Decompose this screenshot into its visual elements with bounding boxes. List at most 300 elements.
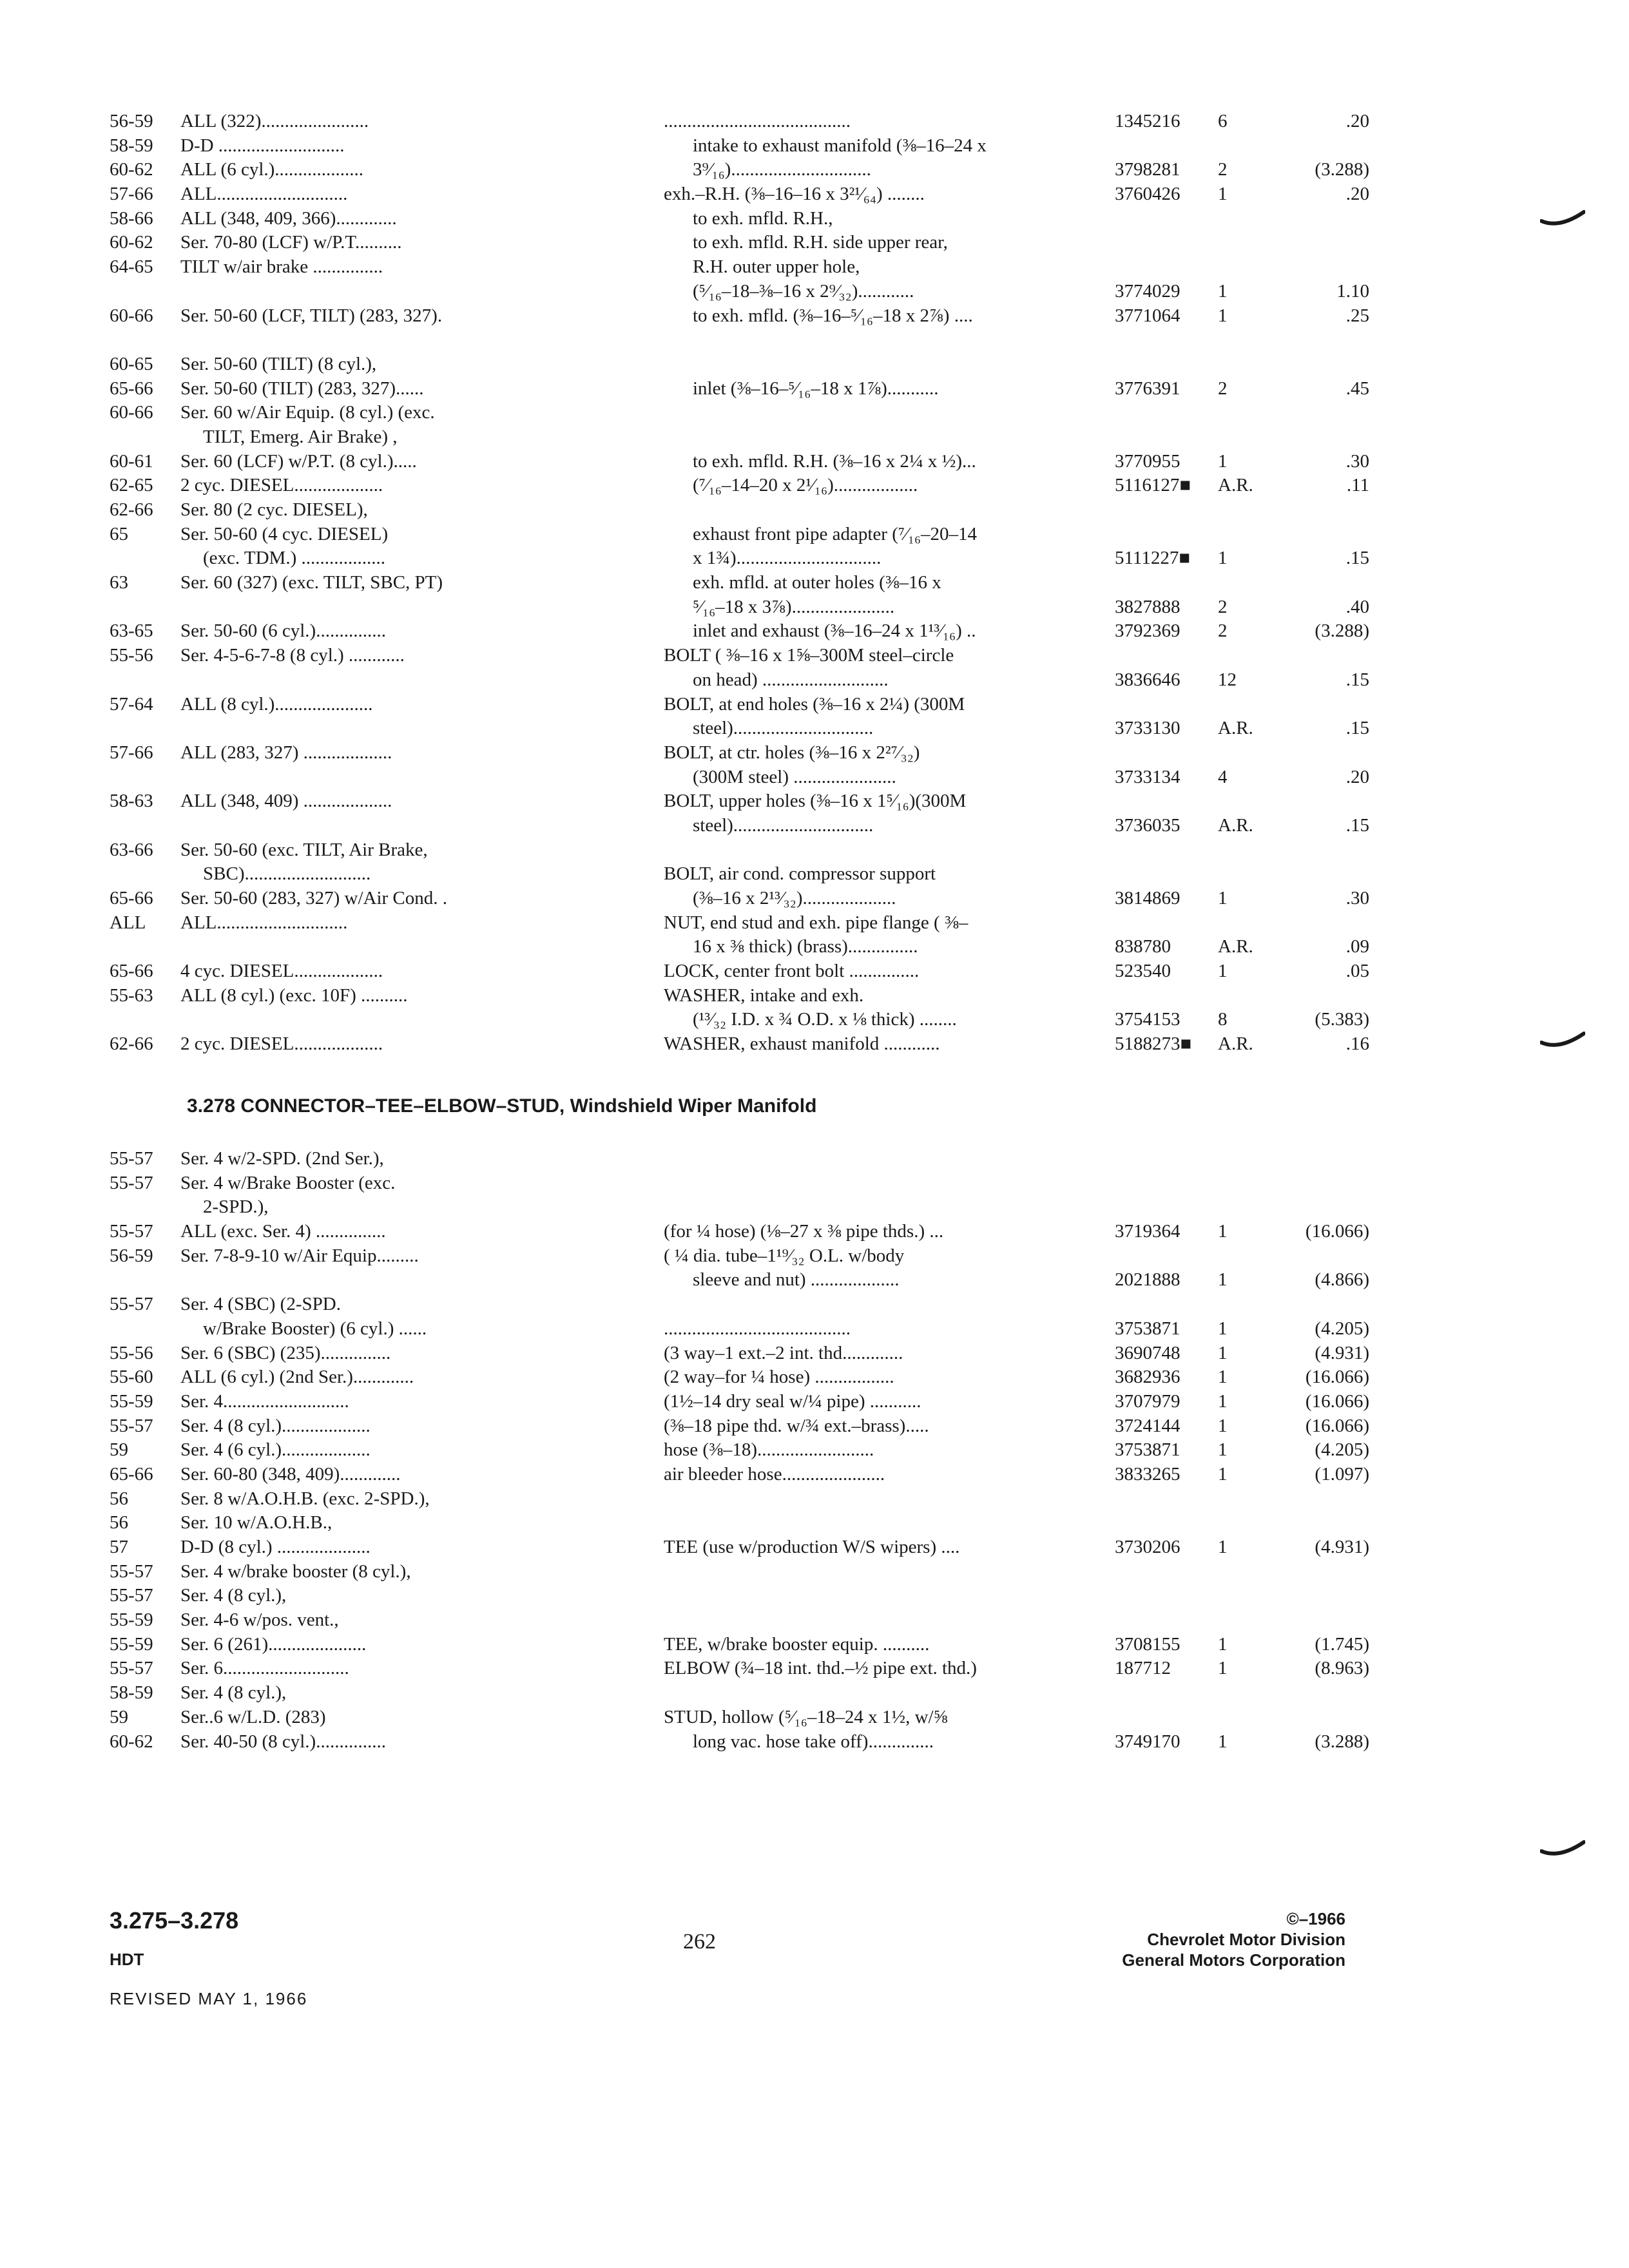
group-or-price: (16.066) xyxy=(1305,1415,1369,1436)
model-years: 55-59 xyxy=(110,1610,153,1631)
model-years: 64-65 xyxy=(110,256,153,278)
application: ALL (348, 409) ................... xyxy=(180,791,392,812)
table-row xyxy=(110,377,1369,401)
table-row xyxy=(110,1706,1366,1730)
footer-copyright: ©–1966 xyxy=(1286,1909,1345,1928)
application: ALL (8 cyl.) (exc. 10F) .......... xyxy=(180,985,408,1006)
quantity: A.R. xyxy=(1218,936,1253,957)
part-number: 838780 xyxy=(1115,936,1171,957)
description: 3⁹⁄₁₆).............................. xyxy=(693,159,871,180)
quantity: 1 xyxy=(1218,1537,1228,1557)
model-years: 55-59 xyxy=(110,1390,153,1412)
table-row xyxy=(110,619,1369,644)
application: Ser. 60 (LCF) w/P.T. (8 cyl.)..... xyxy=(180,450,417,472)
table-row xyxy=(110,1535,1369,1560)
quantity: 1 xyxy=(1218,1439,1228,1461)
group-or-price: (1.097) xyxy=(1315,1463,1369,1485)
application: w/Brake Booster) (6 cyl.) ...... xyxy=(203,1318,427,1339)
model-years: 65 xyxy=(110,523,128,544)
quantity: 2 xyxy=(1218,596,1228,617)
description: (for ¼ hose) (⅛–27 x ⅜ pipe thds.) ... xyxy=(664,1221,944,1242)
quantity: 2 xyxy=(1218,378,1228,399)
part-number: 3792369 xyxy=(1115,620,1181,642)
model-years: 55-57 xyxy=(110,1415,153,1436)
table-row xyxy=(110,1438,1369,1463)
table-row xyxy=(110,814,1369,838)
section-subtitle: Windshield Wiper Manifold xyxy=(570,1095,817,1117)
application: Ser. 4 w/Brake Booster (exc. xyxy=(180,1172,396,1193)
application: Ser. 50-60 (6 cyl.)............... xyxy=(180,620,386,642)
table-row xyxy=(110,911,1366,936)
group-or-price: (3.288) xyxy=(1315,159,1369,180)
table-row xyxy=(110,693,1366,717)
application: Ser. 50-60 (TILT) (283, 327)...... xyxy=(180,378,424,399)
quantity: 2 xyxy=(1218,159,1228,180)
description: (⁵⁄₁₆–18–⅜–16 x 2⁹⁄₃₂)............ xyxy=(693,280,914,302)
group-or-price: 1.10 xyxy=(1336,280,1369,302)
table-row xyxy=(110,1390,1369,1414)
description: steel).............................. xyxy=(693,814,874,836)
quantity: 1 xyxy=(1218,548,1228,569)
model-years: 55-57 xyxy=(110,1561,153,1582)
model-years: 55-57 xyxy=(110,1585,153,1606)
quantity: 6 xyxy=(1218,111,1228,131)
table-row xyxy=(110,110,1369,134)
table-row xyxy=(110,1220,1369,1244)
group-or-price: (4.931) xyxy=(1315,1342,1369,1363)
table-row xyxy=(110,401,1366,425)
description: (3 way–1 ext.–2 int. thd............. xyxy=(664,1342,903,1363)
model-years: 59 xyxy=(110,1439,128,1461)
group-or-price: (4.205) xyxy=(1315,1318,1369,1339)
model-years: 55-57 xyxy=(110,1294,153,1315)
description: (2 way–for ¼ hose) ................. xyxy=(664,1367,894,1388)
application: Ser. 4 (SBC) (2-SPD. xyxy=(180,1294,341,1315)
model-years: 63 xyxy=(110,572,128,593)
group-or-price: .20 xyxy=(1345,766,1369,787)
table-row xyxy=(110,255,1366,280)
application: Ser. 4 (8 cyl.), xyxy=(180,1585,287,1606)
part-number: 3833265 xyxy=(1115,1463,1181,1485)
quantity: 1 xyxy=(1218,1633,1228,1655)
section-title: CONNECTOR–TEE–ELBOW–STUD, xyxy=(240,1095,565,1117)
model-years: 58-59 xyxy=(110,135,153,156)
application: Ser. 4........................... xyxy=(180,1390,349,1412)
group-or-price: .30 xyxy=(1345,888,1369,908)
model-years: 55-56 xyxy=(110,1342,153,1363)
table-row xyxy=(110,595,1369,620)
parts-table-section-1 xyxy=(110,110,1369,1057)
description: BOLT, at end holes (⅜–16 x 2¼) (300M xyxy=(664,693,965,715)
description: BOLT, upper holes (⅜–16 x 1⁵⁄₁₆)(300M xyxy=(664,791,967,812)
model-years: 55-63 xyxy=(110,985,153,1006)
model-years: 56 xyxy=(110,1488,128,1509)
description: long vac. hose take off).............. xyxy=(693,1731,934,1752)
group-or-price: .20 xyxy=(1345,111,1369,131)
part-number: 3724144 xyxy=(1115,1415,1181,1436)
part-number: 3836646 xyxy=(1115,669,1181,690)
description: to exh. mfld. (⅜–16–⁵⁄₁₆–18 x 2⅞) .... xyxy=(693,305,973,326)
description: (300M steel) ...................... xyxy=(693,766,896,787)
part-number: 3749170 xyxy=(1115,1731,1181,1752)
table-row xyxy=(110,352,1366,377)
description: intake to exhaust manifold (⅜–16–24 x xyxy=(693,135,987,156)
model-years: 60-66 xyxy=(110,305,153,326)
page-number: 262 xyxy=(683,1930,716,1954)
table-row xyxy=(110,1414,1369,1439)
table-row xyxy=(110,498,1366,523)
description: steel).............................. xyxy=(693,718,874,739)
footer-section-range: 3.275–3.278 xyxy=(110,1907,239,1934)
model-years: 63-66 xyxy=(110,839,153,860)
table-row xyxy=(110,1681,1366,1706)
table-row xyxy=(110,862,1366,887)
table-row xyxy=(110,304,1369,329)
description: ........................................ xyxy=(664,1318,851,1339)
application: ALL (283, 327) ................... xyxy=(180,742,392,763)
model-years: 60-62 xyxy=(110,159,153,180)
model-years: 65-66 xyxy=(110,1463,153,1485)
table-row xyxy=(110,789,1366,814)
model-years: 60-62 xyxy=(110,232,153,253)
group-or-price: (16.066) xyxy=(1305,1390,1369,1412)
table-row xyxy=(110,280,1369,304)
description: hose (⅜–18)......................... xyxy=(664,1439,874,1461)
quantity: 1 xyxy=(1218,1221,1228,1242)
model-years: 56-59 xyxy=(110,1245,153,1266)
application: ALL (6 cyl.) (2nd Ser.)............. xyxy=(180,1367,414,1388)
application: ALL (322)....................... xyxy=(180,111,369,131)
group-or-price: .15 xyxy=(1345,814,1369,836)
table-row xyxy=(110,571,1366,595)
application: Ser. 4 (6 cyl.)................... xyxy=(180,1439,371,1461)
description: ELBOW (¾–18 int. thd.–½ pipe ext. thd.) xyxy=(664,1658,977,1679)
model-years: 57-64 xyxy=(110,693,153,715)
description: exh. mfld. at outer holes (⅜–16 x xyxy=(693,572,941,593)
application: (exc. TDM.) .................. xyxy=(203,548,385,569)
application: Ser. 4 (8 cyl.)................... xyxy=(180,1415,371,1436)
part-number: 523540 xyxy=(1115,961,1171,982)
description: NUT, end stud and exh. pipe flange ( ⅜– xyxy=(664,912,969,933)
application: 4 cyc. DIESEL................... xyxy=(180,961,383,982)
table-row xyxy=(110,1608,1366,1633)
application: ALL (exc. Ser. 4) ............... xyxy=(180,1221,386,1242)
quantity: 1 xyxy=(1218,1415,1228,1436)
application: TILT, Emerg. Air Brake) , xyxy=(203,426,398,447)
group-or-price: (4.205) xyxy=(1315,1439,1369,1461)
table-row xyxy=(110,450,1369,474)
footer-hdt: HDT xyxy=(110,1950,144,1969)
model-years: 55-60 xyxy=(110,1367,153,1388)
application: Ser. 6........................... xyxy=(180,1658,349,1679)
footer-right xyxy=(1122,1908,1345,1970)
table-row xyxy=(110,1341,1369,1366)
part-number: 2021888 xyxy=(1115,1269,1181,1291)
part-number: 3690748 xyxy=(1115,1342,1181,1363)
part-number: 1345216 xyxy=(1115,111,1181,131)
part-number: 187712 xyxy=(1115,1658,1171,1679)
description: air bleeder hose...................... xyxy=(664,1463,885,1485)
footer-corporation: General Motors Corporation xyxy=(1122,1950,1345,1970)
part-number: 3682936 xyxy=(1115,1367,1181,1388)
model-years: 57 xyxy=(110,1537,128,1557)
table-row xyxy=(110,474,1369,498)
model-years: 58-59 xyxy=(110,1682,153,1704)
table-row xyxy=(110,1147,1366,1171)
model-years: 55-57 xyxy=(110,1148,153,1169)
description: BOLT, air cond. compressor support xyxy=(664,863,936,885)
application: Ser. 50-60 (LCF, TILT) (283, 327). xyxy=(180,305,443,326)
quantity: 1 xyxy=(1218,1342,1228,1363)
application: Ser. 70-80 (LCF) w/P.T.......... xyxy=(180,232,402,253)
part-number: 3736035 xyxy=(1115,814,1181,836)
model-years: 55-56 xyxy=(110,645,153,666)
application: Ser. 50-60 (283, 327) w/Air Cond. . xyxy=(180,888,448,908)
model-years: 55-59 xyxy=(110,1633,153,1655)
table-row xyxy=(110,182,1369,207)
quantity: 1 xyxy=(1218,1658,1228,1679)
group-or-price: .20 xyxy=(1345,184,1369,205)
table-row xyxy=(110,1244,1366,1269)
part-number: 3733130 xyxy=(1115,718,1181,739)
table-row xyxy=(110,1268,1369,1293)
application: Ser. 50-60 (TILT) (8 cyl.), xyxy=(180,353,377,374)
table-row xyxy=(110,1195,1366,1220)
application: Ser. 10 w/A.O.H.B., xyxy=(180,1512,333,1533)
footer-left xyxy=(110,1907,307,2009)
table-row xyxy=(110,1633,1369,1657)
application: D-D ........................... xyxy=(180,135,345,156)
application: Ser. 4 w/2-SPD. (2nd Ser.), xyxy=(180,1148,384,1169)
group-or-price: .11 xyxy=(1346,475,1369,496)
application: Ser. 4-6 w/pos. vent., xyxy=(180,1610,339,1631)
group-or-price: .25 xyxy=(1345,305,1369,326)
check-mark-icon xyxy=(1540,1031,1585,1050)
group-or-price: (1.745) xyxy=(1315,1633,1369,1655)
application: ALL............................ xyxy=(180,912,348,933)
description: BOLT, at ctr. holes (⅜–16 x 2²⁷⁄₃₂) xyxy=(664,742,920,763)
part-number: 3770955 xyxy=(1115,450,1181,472)
application: Ser. 4 (8 cyl.), xyxy=(180,1682,287,1704)
model-years: 62-66 xyxy=(110,499,153,520)
table-row xyxy=(110,1584,1366,1608)
section-number: 3.278 xyxy=(187,1095,236,1117)
description: x 1¾)............................... xyxy=(693,548,882,569)
application: Ser. 7-8-9-10 w/Air Equip......... xyxy=(180,1245,419,1266)
quantity: 8 xyxy=(1218,1009,1228,1030)
application: Ser. 60-80 (348, 409)............. xyxy=(180,1463,401,1485)
description: WASHER, intake and exh. xyxy=(664,985,864,1006)
model-years: 55-57 xyxy=(110,1172,153,1193)
model-years: 56 xyxy=(110,1512,128,1533)
model-years: 65-66 xyxy=(110,961,153,982)
description: exh.–R.H. (⅜–16–16 x 3²¹⁄₆₄) ........ xyxy=(664,184,925,205)
group-or-price: .15 xyxy=(1345,669,1369,690)
application: Ser. 6 (SBC) (235)............... xyxy=(180,1342,391,1363)
table-row xyxy=(110,765,1369,790)
quantity: A.R. xyxy=(1218,718,1253,739)
quantity: 1 xyxy=(1218,280,1228,302)
table-row xyxy=(110,741,1366,765)
part-number: 3753871 xyxy=(1115,1318,1181,1339)
application: Ser. 4-5-6-7-8 (8 cyl.) ............ xyxy=(180,645,405,666)
model-years: 56-59 xyxy=(110,111,153,131)
application: 2-SPD.), xyxy=(203,1196,269,1218)
model-years: 60-61 xyxy=(110,450,153,472)
group-or-price: .15 xyxy=(1345,548,1369,569)
table-row xyxy=(110,134,1366,159)
application: ALL (348, 409, 366)............. xyxy=(180,207,397,229)
group-or-price: (16.066) xyxy=(1305,1221,1369,1242)
application: 2 cyc. DIESEL................... xyxy=(180,475,383,496)
description: (⅜–18 pipe thd. w/¾ ext.–brass)..... xyxy=(664,1415,929,1436)
application: Ser. 6 (261)..................... xyxy=(180,1633,367,1655)
table-row xyxy=(110,231,1366,255)
model-years: 62-65 xyxy=(110,475,153,496)
quantity: 1 xyxy=(1218,1318,1228,1339)
model-years: 59 xyxy=(110,1706,128,1727)
application: Ser..6 w/L.D. (283) xyxy=(180,1706,326,1727)
group-or-price: (16.066) xyxy=(1305,1367,1369,1388)
section-heading xyxy=(187,1095,816,1117)
description: WASHER, exhaust manifold ............ xyxy=(664,1033,940,1055)
application: SBC)........................... xyxy=(203,863,371,885)
part-number: 5111227■ xyxy=(1115,548,1190,569)
application: Ser. 40-50 (8 cyl.)............... xyxy=(180,1731,386,1752)
model-years: 58-66 xyxy=(110,207,153,229)
description: (1½–14 dry seal w/¼ pipe) ........... xyxy=(664,1390,921,1412)
table-row xyxy=(110,1032,1369,1057)
table-row xyxy=(110,1730,1369,1754)
quantity: 1 xyxy=(1218,1463,1228,1485)
application: Ser. 4 w/brake booster (8 cyl.), xyxy=(180,1561,411,1582)
table-row xyxy=(110,1463,1369,1487)
application: Ser. 8 w/A.O.H.B. (exc. 2-SPD.), xyxy=(180,1488,430,1509)
part-number: 3707979 xyxy=(1115,1390,1181,1412)
quantity: 1 xyxy=(1218,1731,1228,1752)
table-row xyxy=(110,523,1366,547)
model-years: 58-63 xyxy=(110,791,153,812)
description: 16 x ⅜ thick) (brass)............... xyxy=(693,936,918,957)
quantity: 1 xyxy=(1218,1269,1228,1291)
group-or-price: .05 xyxy=(1345,961,1369,982)
part-number: 3730206 xyxy=(1115,1537,1181,1557)
description: (⁷⁄₁₆–14–20 x 2¹⁄₁₆).................. xyxy=(693,475,918,496)
table-row xyxy=(110,644,1366,668)
footer-division: Chevrolet Motor Division xyxy=(1147,1930,1345,1949)
description: ⁵⁄₁₆–18 x 3⅞)...................... xyxy=(693,596,895,617)
group-or-price: (5.383) xyxy=(1315,1009,1369,1030)
quantity: A.R. xyxy=(1218,814,1253,836)
group-or-price: (4.866) xyxy=(1315,1269,1369,1291)
part-number: 3776391 xyxy=(1115,378,1181,399)
description: on head) ........................... xyxy=(693,669,889,690)
description: inlet (⅜–16–⁵⁄₁₆–18 x 1⅞)........... xyxy=(693,378,939,399)
model-years: 55-57 xyxy=(110,1221,153,1242)
description: ........................................ xyxy=(664,111,851,131)
quantity: 2 xyxy=(1218,620,1228,642)
quantity: A.R. xyxy=(1218,475,1253,496)
table-row xyxy=(110,1317,1369,1341)
description: (⅜–16 x 2¹³⁄₃₂).................... xyxy=(693,888,896,908)
model-years: 65-66 xyxy=(110,888,153,908)
quantity: 1 xyxy=(1218,1390,1228,1412)
table-row xyxy=(110,1487,1366,1512)
model-years: ALL xyxy=(110,912,146,933)
model-years: 63-65 xyxy=(110,620,153,642)
description: (¹³⁄₃₂ I.D. x ¾ O.D. x ⅛ thick) ........ xyxy=(693,1009,957,1030)
part-number: 3774029 xyxy=(1115,280,1181,302)
quantity: 1 xyxy=(1218,961,1228,982)
group-or-price: .09 xyxy=(1345,936,1369,957)
application: ALL (8 cyl.)..................... xyxy=(180,693,373,715)
application: Ser. 60 (327) (exc. TILT, SBC, PT) xyxy=(180,572,443,593)
table-row xyxy=(110,668,1369,693)
description: STUD, hollow (⁵⁄₁₆–18–24 x 1½, w/⅝ xyxy=(664,1706,948,1727)
description: to exh. mfld. R.H. (⅜–16 x 2¼ x ½)... xyxy=(693,450,976,472)
table-row xyxy=(110,935,1369,959)
application: Ser. 50-60 (4 cyc. DIESEL) xyxy=(180,523,389,544)
table-row xyxy=(110,959,1369,984)
table-row xyxy=(110,1293,1366,1317)
part-number: 3708155 xyxy=(1115,1633,1181,1655)
model-years: 60-66 xyxy=(110,402,153,423)
table-row xyxy=(110,984,1366,1008)
part-number: 3760426 xyxy=(1115,184,1181,205)
table-row xyxy=(110,1365,1369,1390)
quantity: 1 xyxy=(1218,450,1228,472)
model-years: 55-57 xyxy=(110,1658,153,1679)
quantity: 12 xyxy=(1218,669,1237,690)
model-years: 60-62 xyxy=(110,1731,153,1752)
table-row xyxy=(110,425,1366,450)
application: D-D (8 cyl.) .................... xyxy=(180,1537,371,1557)
application: Ser. 60 w/Air Equip. (8 cyl.) (exc. xyxy=(180,402,435,423)
group-or-price: .30 xyxy=(1345,450,1369,472)
description: BOLT ( ⅜–16 x 1⅝–300M steel–circle xyxy=(664,645,954,666)
table-row xyxy=(110,716,1369,741)
part-number: 3719364 xyxy=(1115,1221,1181,1242)
group-or-price: .16 xyxy=(1345,1033,1369,1055)
application: ALL (6 cyl.)................... xyxy=(180,159,364,180)
description: to exh. mfld. R.H., xyxy=(693,207,833,229)
table-row xyxy=(110,1560,1366,1584)
model-years: 57-66 xyxy=(110,742,153,763)
group-or-price: (4.931) xyxy=(1315,1537,1369,1557)
model-years: 62-66 xyxy=(110,1033,153,1055)
table-row xyxy=(110,1008,1369,1032)
group-or-price: (3.288) xyxy=(1315,1731,1369,1752)
table-row xyxy=(110,838,1366,863)
row-gap xyxy=(110,328,1366,352)
application: 2 cyc. DIESEL................... xyxy=(180,1033,383,1055)
part-number: 3771064 xyxy=(1115,305,1181,326)
quantity: 1 xyxy=(1218,888,1228,908)
model-years: 65-66 xyxy=(110,378,153,399)
group-or-price: .15 xyxy=(1345,718,1369,739)
description: TEE (use w/production W/S wipers) .... xyxy=(664,1537,960,1557)
table-row xyxy=(110,207,1366,231)
part-number: 3753871 xyxy=(1115,1439,1181,1461)
part-number: 5188273■ xyxy=(1115,1033,1192,1055)
group-or-price: .45 xyxy=(1345,378,1369,399)
description: LOCK, center front bolt ............... xyxy=(664,961,920,982)
quantity: 1 xyxy=(1218,305,1228,326)
group-or-price: .40 xyxy=(1345,596,1369,617)
description: ( ¼ dia. tube–1¹⁹⁄₃₂ O.L. w/body xyxy=(664,1245,905,1266)
table-row xyxy=(110,887,1369,911)
part-number: 3814869 xyxy=(1115,888,1181,908)
